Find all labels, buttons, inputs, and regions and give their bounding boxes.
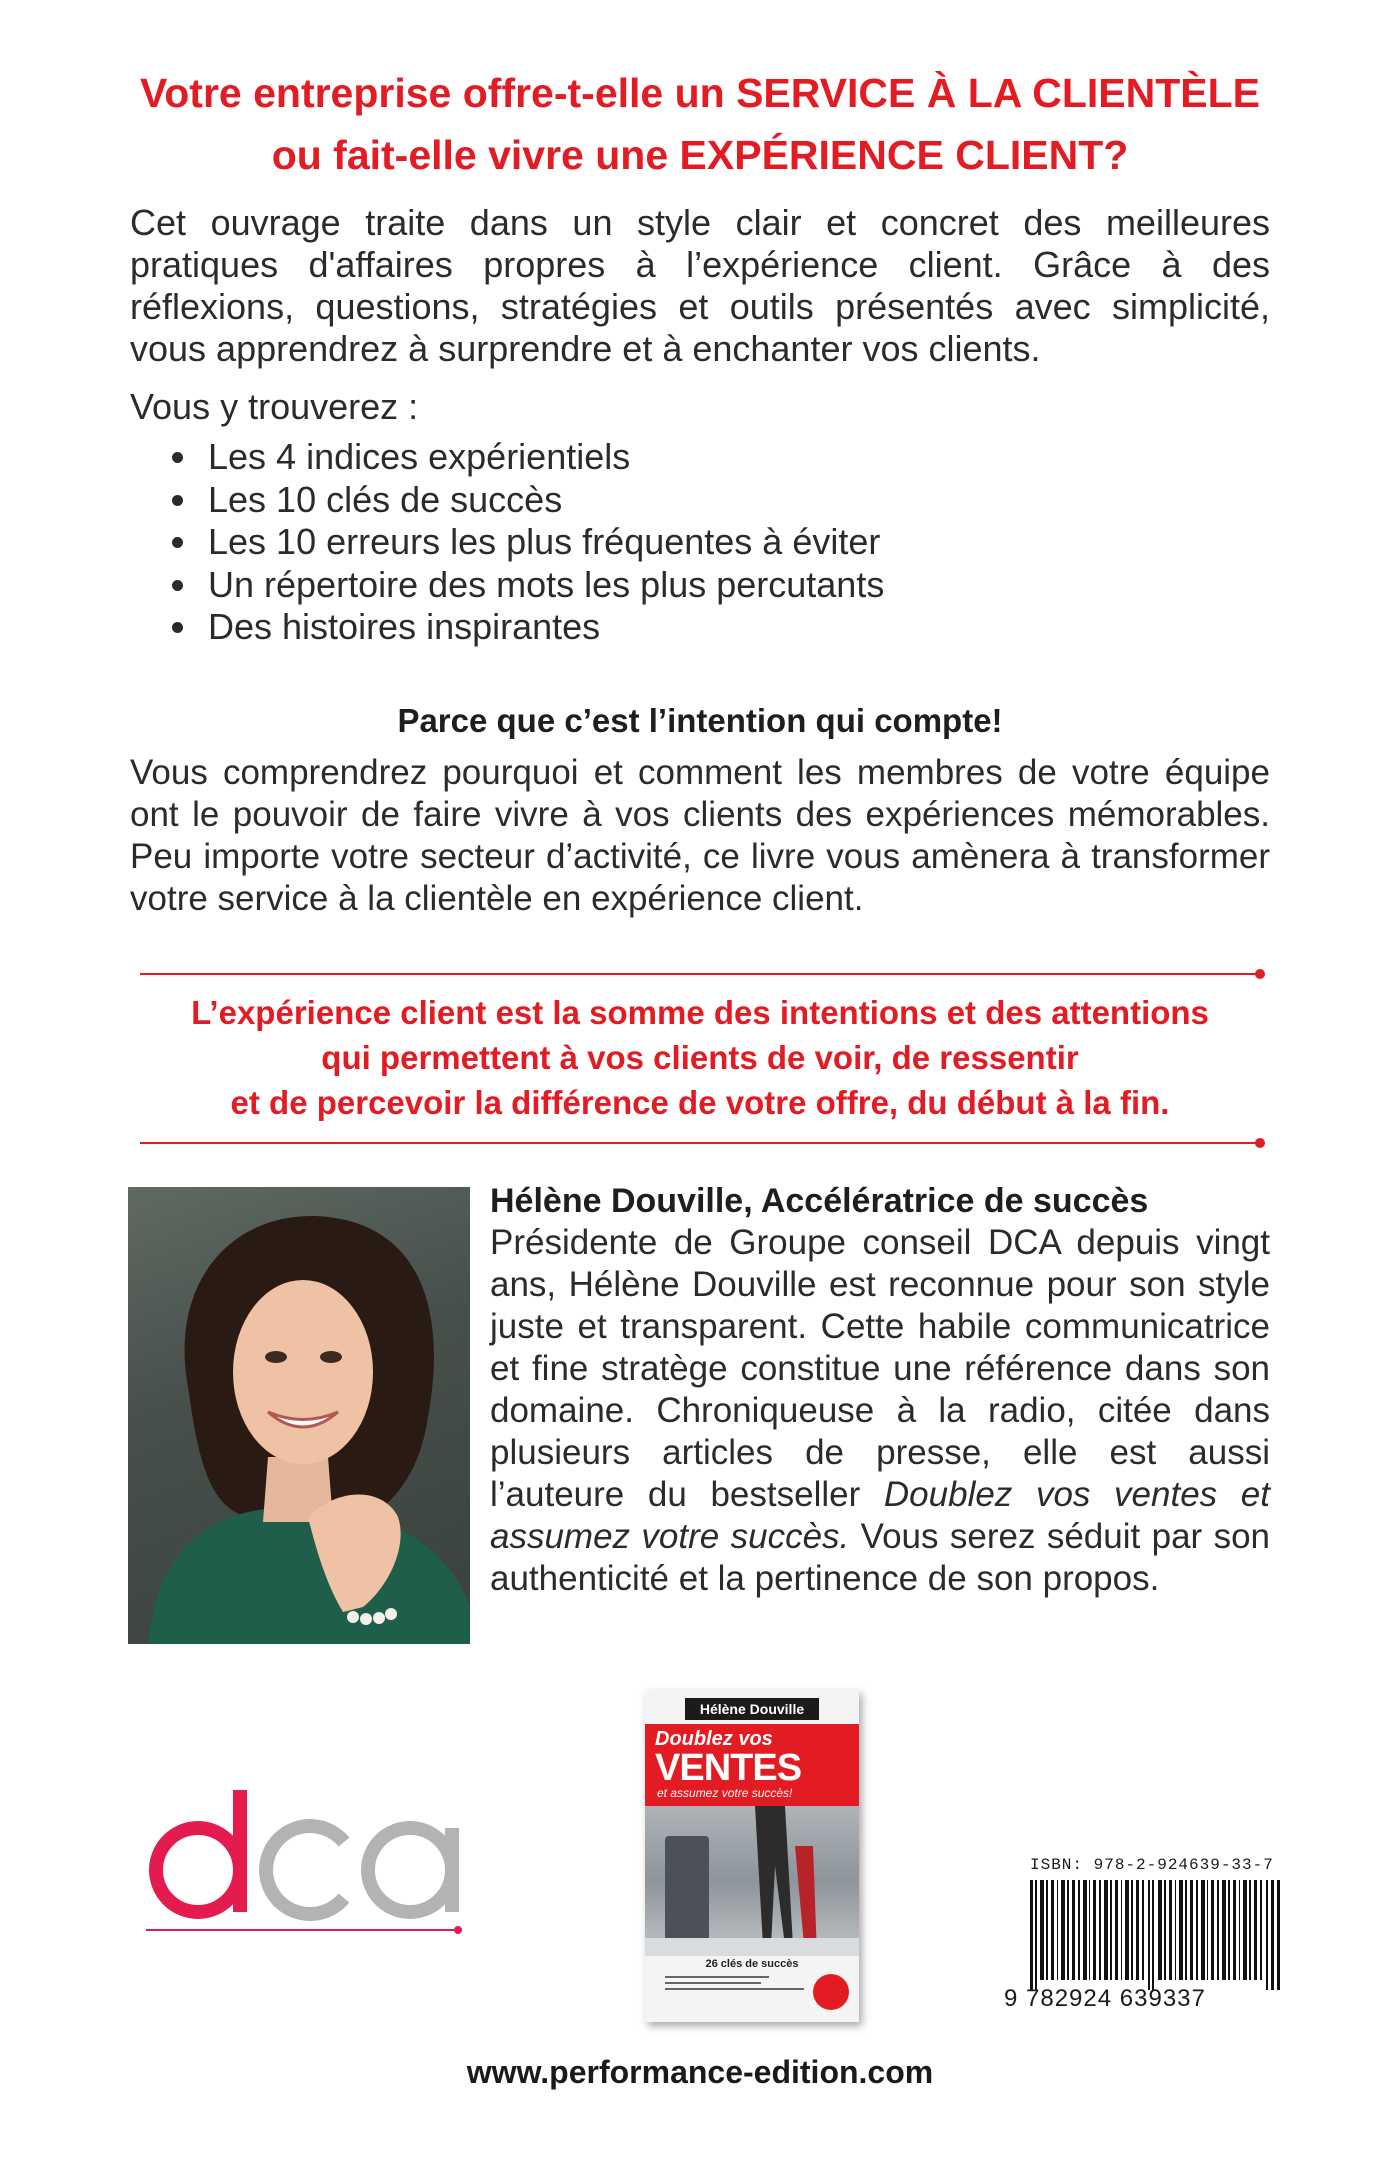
book-cover-subtitle: 26 clés de succès [705,1958,799,1970]
headline-line-2: ou fait-elle vivre une EXPÉRIENCE CLIENT? [271,132,1129,178]
divider-bottom [140,1142,1256,1144]
author-photo [128,1187,470,1644]
isbn-number: 9 782924 639337 [1004,1985,1206,2012]
website-url[interactable]: www.performance-edition.com [466,2054,934,2090]
headline-line-1: Votre entreprise offre-t-elle un SERVICE À LA CLIENTÈLE [139,70,1261,116]
author-bio-text [490,1222,1270,1600]
book-cover-title-2: VENTES [655,1747,802,1789]
features-list [170,436,884,649]
book-cover-badge [813,1974,849,2010]
bio-book-title: Doublez vos ventes et assumez votre succès. [490,1475,1270,1556]
quote-line-1: L’expérience client est la somme des intentions et des attentions [191,994,1209,1031]
divider-dot [1255,969,1265,979]
quote-line-3: et de percevoir la différence de votre offre, du début à la fin. [230,1084,1170,1121]
list-item: Les 10 erreurs les plus fréquentes à éviter [170,521,884,564]
author-portrait-illustration [128,1187,470,1644]
list-item: Un répertoire des mots les plus percutants [170,564,884,607]
barcode [1030,1880,1280,1990]
divider-dot [1255,1138,1265,1148]
list-item: Des histoires inspirantes [170,606,884,649]
book-cover-photo [645,1806,859,1956]
author-name: Hélène Douville, Accélératrice de succès [490,1182,1149,1220]
book-cover [645,1690,859,2022]
list-item: Les 4 indices expérientiels [170,436,884,479]
book-cover-author: Hélène Douville [685,1698,819,1720]
headline [60,62,1340,186]
isbn-label: ISBN: 978-2-924639-33-7 [1030,1856,1274,1874]
pull-quote [100,990,1300,1125]
book-cover-title-3: et assumez votre succès! [657,1786,793,1800]
intro-paragraph: Cet ouvrage traite dans un style clair et concret des meilleures pratiques d'affaires propres à l’expérience client. Grâce à des réflexions, questions, stratégies et outils présentés avec simplicité, vous apprendrez à surprendre et à enchanter vos clients. [130,202,1270,369]
second-paragraph: Vous comprendrez pourquoi et comment les membres de votre équipe ont le pouvoir de faire vivre à vos clients des expériences mémorables. Peu importe votre secteur d’activité, ce livre vous amènera à transformer votre service à la clientèle en expérience client. [130,753,1270,918]
dca-logo [136,1770,466,1940]
bullet-intro: Vous y trouverez : [130,386,419,427]
book-cover-title-1: Doublez vos [655,1728,773,1750]
bio-text-2: Vous serez séduit par son authenticité et la pertinence de son propos. [490,1517,1271,1598]
bio-text-1: Présidente de Groupe conseil DCA depuis vingt ans, Hélène Douville est reconnue pour son style juste et transparent. Cette habile communicatrice et fine stratège constitue une référence dans son domaine. Chroniqueuse à la radio, citée dans plusieurs articles de presse, elle est aussi l’auteure du bestseller [490,1223,1270,1514]
quote-line-2: qui permettent à vos clients de voir, de ressentir [321,1039,1079,1076]
divider-top [140,973,1256,975]
book-cover-illustration [645,1806,859,1956]
author-bio [490,1180,1270,1600]
subheading: Parce que c’est l’intention qui compte! [397,702,1003,739]
list-item: Les 10 clés de succès [170,479,884,522]
